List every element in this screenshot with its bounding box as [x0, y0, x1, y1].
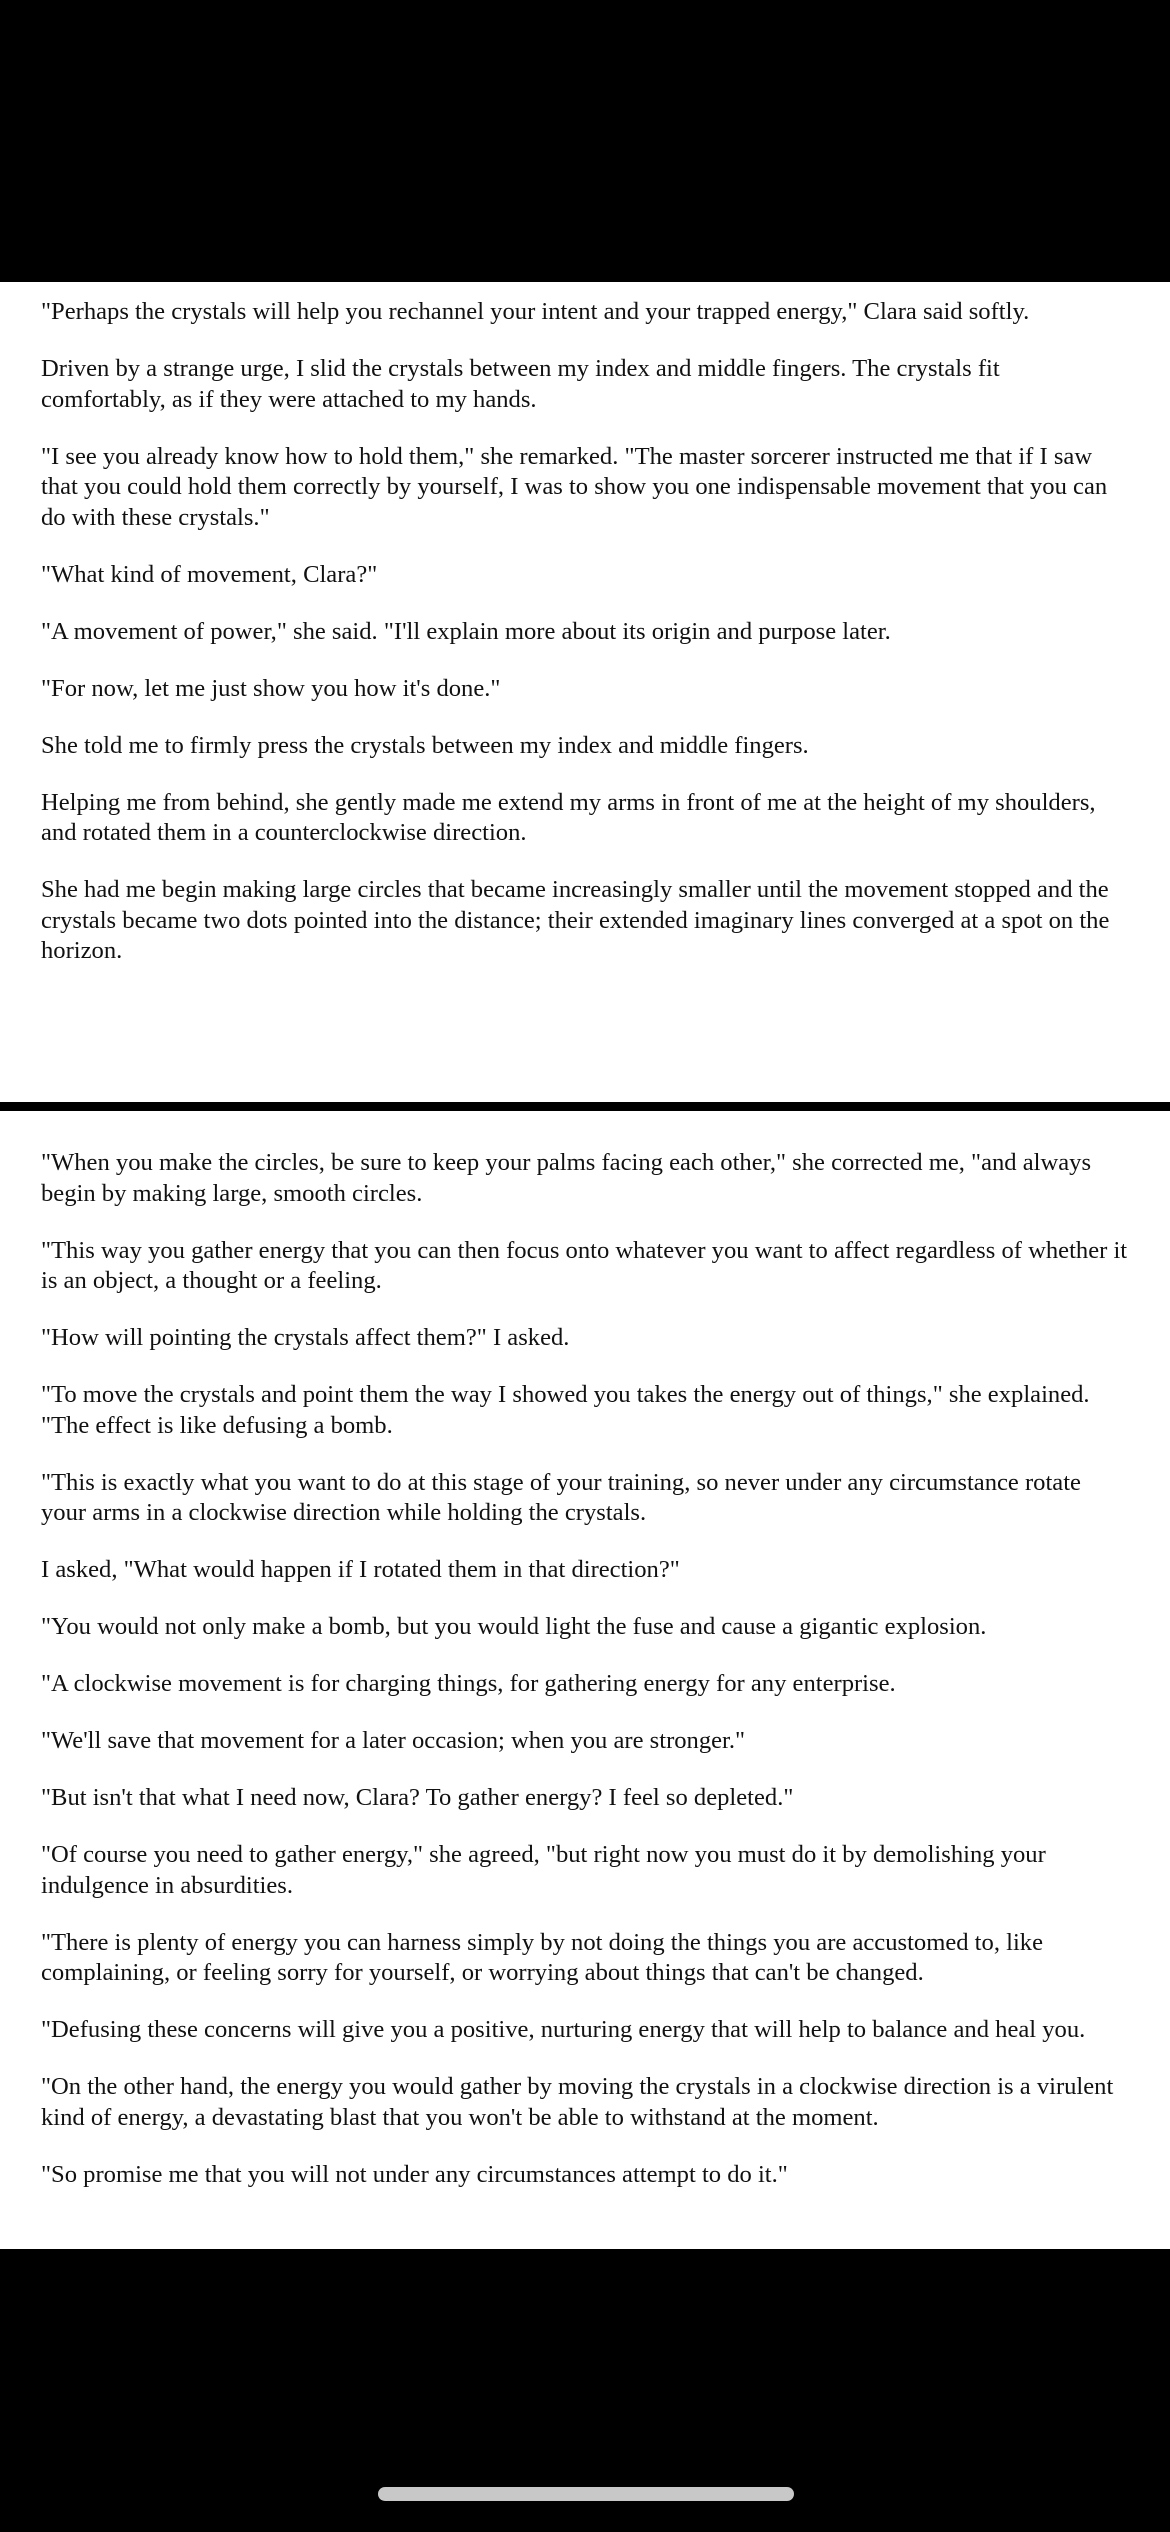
- paragraph: "So promise me that you will not under any circumstances attempt to do it.": [41, 2160, 788, 2188]
- paragraph: "For now, let me just show you how it's done.": [41, 674, 501, 702]
- top-black-area: [0, 0, 1170, 282]
- paragraph: "This is exactly what you want to do at this stage of your training, so never under any circumstance rotate your arms in a clockwise direction while holding the crystals.: [41, 1468, 1081, 1526]
- paragraph: She told me to firmly press the crystals between my index and middle fingers.: [41, 731, 809, 759]
- page-divider: [0, 1102, 1170, 1111]
- paragraph: "On the other hand, the energy you would gather by moving the crystals in a clockwise direction is a virulent kind of energy, a devastating blast that you won't be able to withstand at the moment.: [41, 2073, 1114, 2131]
- paragraph: "When you make the circles, be sure to keep your palms facing each other," she corrected me, "and always begin by making large, smooth circles.: [41, 1149, 1092, 1207]
- page-1[interactable]: [0, 282, 1170, 1102]
- home-indicator[interactable]: [378, 2487, 794, 2501]
- paragraph: "We'll save that movement for a later occasion; when you are stronger.": [41, 1727, 746, 1754]
- page-2[interactable]: [0, 1111, 1170, 2249]
- paragraph: "Perhaps the crystals will help you rechannel your intent and your trapped energy," Clara said softly.: [41, 298, 1030, 325]
- paragraph: "This way you gather energy that you can then focus onto whatever you want to affect regardless of whether it is an object, a thought or a feeling.: [41, 1236, 1128, 1294]
- paragraph: "I see you already know how to hold them," she remarked. "The master sorcerer instructed me that if I saw that you could hold them correctly by yourself, I was to show you one indispensable movement that you can do with these crystals.": [41, 442, 1108, 531]
- paragraph: "Defusing these concerns will give you a positive, nurturing energy that will help to balance and heal you.: [41, 2016, 1086, 2043]
- paragraph: "A clockwise movement is for charging things, for gathering energy for any enterprise.: [41, 1670, 896, 1697]
- paragraph: "Of course you need to gather energy," she agreed, "but right now you must do it by demolishing your indulgence in absurdities.: [41, 1841, 1046, 1899]
- paragraph: I asked, "What would happen if I rotated them in that direction?": [41, 1556, 680, 1583]
- paragraph: Helping me from behind, she gently made me extend my arms in front of me at the height of my shoulders, and rotated them in a counterclockwise direction.: [41, 788, 1096, 846]
- paragraph: Driven by a strange urge, I slid the crystals between my index and middle fingers. The crystals fit comfortably, as if they were attached to my hands.: [41, 355, 1000, 413]
- paragraph: "There is plenty of energy you can harness simply by not doing the things you are accustomed to, like complaining, or feeling sorry for yourself, or worrying about things that can't be changed.: [41, 1928, 1043, 1986]
- paragraph: "How will pointing the crystals affect them?" I asked.: [41, 1324, 570, 1351]
- paragraph: "A movement of power," she said. "I'll explain more about its origin and purpose later.: [41, 617, 891, 645]
- paragraph: She had me begin making large circles that became increasingly smaller until the movement stopped and the crystals became two dots pointed into the distance; their extended imaginary lines converged at a spot on the horizon.: [41, 876, 1110, 964]
- paragraph: "What kind of movement, Clara?": [41, 560, 378, 588]
- paragraph: "You would not only make a bomb, but you would light the fuse and cause a gigantic explosion.: [41, 1613, 987, 1640]
- paragraph: "To move the crystals and point them the way I showed you takes the energy out of things," she explained. "The effect is like defusing a bomb.: [41, 1381, 1090, 1439]
- paragraph: "But isn't that what I need now, Clara? To gather energy? I feel so depleted.": [41, 1784, 794, 1811]
